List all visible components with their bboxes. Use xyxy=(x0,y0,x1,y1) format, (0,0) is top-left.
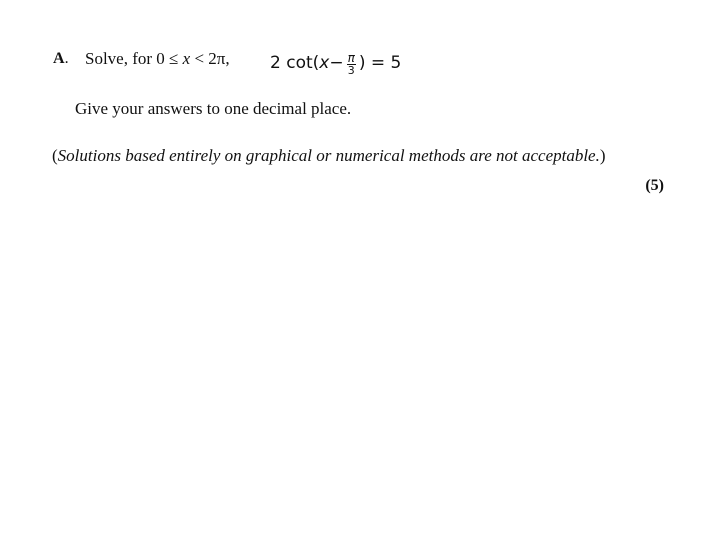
note-close-paren: ) xyxy=(599,146,606,165)
pi-over-three-fraction xyxy=(347,52,356,77)
equation-variable: x xyxy=(319,52,330,73)
equation-coefficient: 2 cot( xyxy=(270,52,320,73)
question-letter: A xyxy=(53,50,65,67)
note-text: Solutions based entirely on graphical or numerical methods are not acceptable. xyxy=(57,146,600,165)
fraction-numerator: π xyxy=(347,51,355,65)
equation-rhs: ) = 5 xyxy=(358,52,402,73)
equation xyxy=(270,50,401,75)
note-open-paren: ( xyxy=(52,146,58,165)
instruction-text: Give your answers to one decimal place. xyxy=(75,99,352,118)
question-label-dot: . xyxy=(64,50,69,67)
marks-label: (5) xyxy=(645,177,664,194)
prompt-prefix: Solve, for 0 ≤ xyxy=(85,49,183,68)
prompt-variable: x xyxy=(182,49,191,68)
prompt-suffix: < 2π, xyxy=(190,49,230,68)
question-prompt xyxy=(85,49,230,69)
equation-minus: − xyxy=(329,52,344,73)
method-note xyxy=(52,146,606,166)
fraction-denominator: 3 xyxy=(347,64,355,77)
question-label xyxy=(53,50,69,68)
